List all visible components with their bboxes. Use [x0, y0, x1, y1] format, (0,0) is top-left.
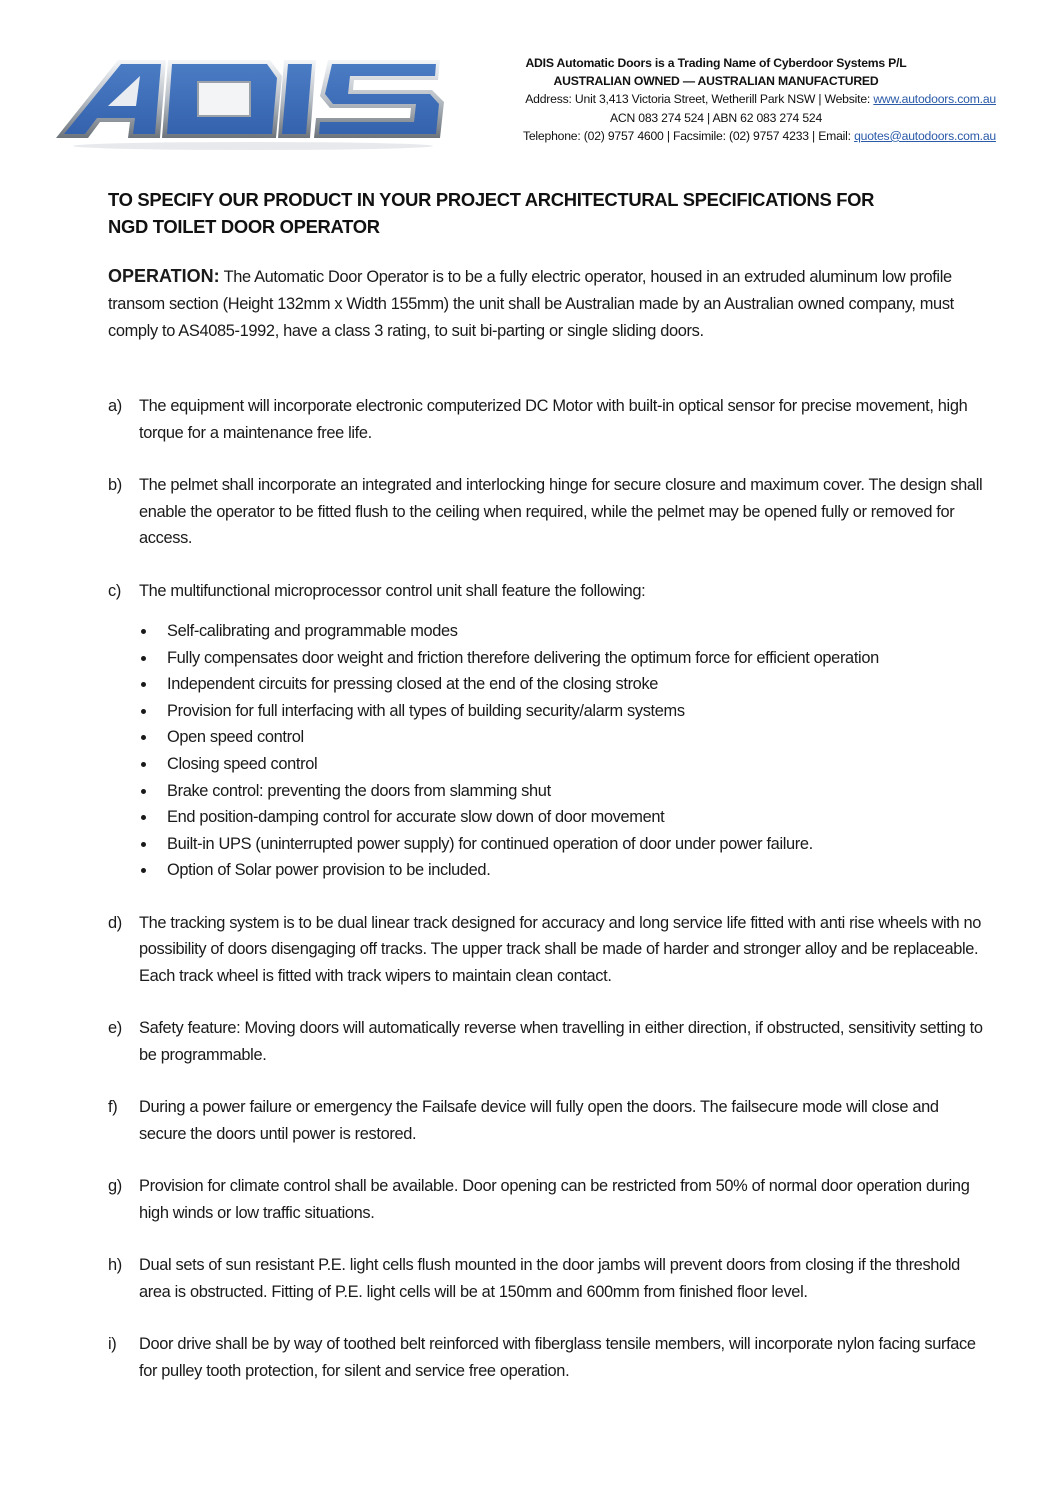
address-text: Address: Unit 3,413 Victoria Street, Wetherill Park NSW | Website: [525, 92, 874, 107]
adis-logo [48, 46, 458, 154]
bullet-icon [141, 656, 146, 661]
company-tagline: AUSTRALIAN OWNED — AUSTRALIAN MANUFACTURED [553, 74, 879, 89]
bullet-icon [141, 789, 146, 794]
spec-item-label: d) [108, 913, 122, 932]
spec-item-text: The pelmet shall incorporate an integrated and interlocking hinge for secure closure and maximum cover. The design shall enable the operator to be fitted flush to the ceiling when required, while the pelmet may be opened fully or removed for access. [139, 476, 983, 547]
spec-item-text: The tracking system is to be dual linear track designed for accuracy and long service life fitted with anti rise wheels with no possibility of doors disengaging off tracks. The upper track shall be made of harder and stronger alloy and be replaceable. Each track wheel is fitted with track wipers to maintain clean contact. [139, 913, 981, 985]
spec-item-e [108, 1015, 988, 1068]
spec-item-text: The equipment will incorporate electronic computerized DC Motor with built-in optical sensor for precise movement, high torque for a maintenance free life. [139, 397, 968, 442]
feature-bullet [139, 831, 988, 858]
feature-text: Provision for full interfacing with all types of building security/alarm systems [167, 701, 685, 720]
spec-item-b [108, 472, 988, 552]
spec-item-f [108, 1094, 988, 1147]
bullet-icon [141, 682, 146, 687]
spec-item-label: b) [108, 476, 122, 494]
feature-text: Fully compensates door weight and friction therefore delivering the optimum force for efficient operation [167, 648, 879, 667]
feature-bullet [139, 724, 988, 751]
company-info [436, 54, 996, 145]
feature-text: Self-calibrating and programmable modes [167, 622, 458, 640]
bullet-icon [141, 762, 146, 767]
logo-letter-s [314, 60, 444, 138]
bullet-icon [141, 842, 146, 847]
company-registration: ACN 083 274 524 | ABN 62 083 274 524 [609, 110, 823, 125]
spec-item-text: The multifunctional microprocessor control unit shall feature the following: [139, 581, 646, 600]
spec-item-d [108, 910, 988, 990]
adis-logo-graphic [48, 46, 458, 154]
contact-text: Telephone: (02) 9757 4600 | Facsimile: (02) 9757 4233 | Email: [522, 128, 855, 143]
spec-item-label: f) [108, 1098, 118, 1117]
spec-item-label: h) [108, 1256, 122, 1275]
spec-item-a [108, 393, 988, 446]
bullet-icon [141, 629, 146, 634]
operation-text: The Automatic Door Operator is to be a fully electric operator, housed in an extruded aluminum low profile transom section (Height 132mm x Width 155mm) the unit shall be Australian made by an Australian owned company, must comply to AS4085-1992, have a class 3 rating, to suit bi-parting or single sliding doors. [108, 268, 954, 340]
spec-item-h [108, 1252, 988, 1305]
specification-list [108, 393, 988, 1384]
feature-text: Option of Solar power provision to be included. [167, 861, 491, 880]
email-link[interactable]: quotes@autodoors.com.au [854, 128, 996, 143]
title-line-2: NGD TOILET DOOR OPERATOR [108, 216, 380, 237]
logo-letter-i [278, 60, 316, 138]
feature-bullet [139, 857, 988, 884]
feature-bullet [139, 804, 988, 831]
spec-item-text: Provision for climate control shall be available. Door opening can be restricted from 50% of normal door operation during high winds or low traffic situations. [139, 1177, 970, 1222]
feature-text: Brake control: preventing the doors from slamming shut [167, 781, 551, 800]
bullet-icon [141, 868, 146, 873]
operation-lead: OPERATION: [108, 266, 220, 286]
company-address-line [436, 90, 996, 108]
spec-item-c [108, 578, 988, 884]
title-line-1: TO SPECIFY OUR PRODUCT IN YOUR PROJECT ARCHITECTURAL SPECIFICATIONS FOR [108, 189, 875, 210]
website-link[interactable]: www.autodoors.com.au [873, 92, 996, 107]
document-title [108, 186, 988, 240]
feature-bullet [139, 645, 988, 672]
spec-item-text: During a power failure or emergency the Failsafe device will fully open the doors. The failsecure mode will close and secure the doors until power is restored. [139, 1098, 939, 1143]
company-trading-name: ADIS Automatic Doors is a Trading Name of Cyberdoor Systems P/L [525, 56, 907, 70]
bullet-icon [141, 815, 146, 820]
feature-text: End position-damping control for accurate slow down of door movement [167, 808, 665, 827]
control-unit-features [139, 618, 988, 884]
feature-bullet [139, 778, 988, 805]
feature-bullet [139, 671, 988, 698]
feature-text: Built-in UPS (uninterrupted power supply) for continued operation of door under power failure. [167, 834, 813, 853]
feature-bullet [139, 751, 988, 778]
spec-item-label: i) [108, 1335, 117, 1354]
spec-item-text: Dual sets of sun resistant P.E. light cells flush mounted in the door jambs will prevent doors from closing if the threshold area is obstructed. Fitting of P.E. light cells will be at 150mm and 600mm from finished floor level. [139, 1256, 960, 1301]
spec-item-label: g) [108, 1177, 122, 1196]
spec-item-text: Safety feature: Moving doors will automatically reverse when travelling in either direction, if obstructed, sensitivity setting to be programmable. [139, 1019, 983, 1064]
bullet-icon [141, 735, 146, 740]
spec-item-label: e) [108, 1019, 122, 1038]
spec-item-label: a) [108, 397, 122, 415]
feature-bullet [139, 698, 988, 725]
operation-paragraph [108, 263, 988, 345]
logo-letter-a [56, 60, 166, 138]
spec-item-g [108, 1173, 988, 1226]
spec-item-i [108, 1331, 988, 1384]
feature-text: Independent circuits for pressing closed at the end of the closing stroke [167, 675, 659, 694]
feature-text: Open speed control [167, 728, 304, 747]
bullet-icon [141, 709, 146, 714]
feature-bullet [139, 618, 988, 645]
company-contact-line [436, 127, 996, 145]
spec-item-label: c) [108, 581, 121, 600]
logo-letter-d [162, 60, 282, 138]
feature-text: Closing speed control [167, 754, 318, 773]
spec-item-text: Door drive shall be by way of toothed belt reinforced with fiberglass tensile members, will incorporate nylon facing surface for pulley tooth protection, for silent and service free operation. [139, 1335, 976, 1380]
